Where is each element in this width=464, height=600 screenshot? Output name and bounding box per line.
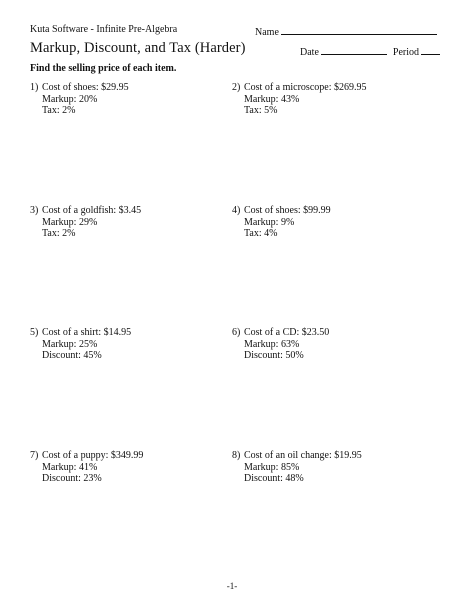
problem-item: Cost of an oil change: $19.95 — [244, 450, 362, 461]
problem-tax: Tax: 2% — [42, 105, 76, 116]
problem-4 — [232, 205, 331, 240]
problem-item: Cost of a CD: $23.50 — [244, 327, 330, 338]
problem-markup: Markup: 85% — [244, 461, 300, 473]
problem-8 — [232, 450, 362, 485]
problem-number: 1) — [30, 82, 39, 93]
problem-1 — [30, 82, 129, 117]
problem-item-line — [30, 450, 143, 462]
problem-5 — [30, 327, 131, 362]
problem-markup: Markup: 29% — [42, 216, 98, 228]
problem-discount: Discount: 50% — [244, 350, 304, 361]
problem-number: 5) — [30, 327, 39, 338]
instructions: Find the selling price of each item. — [30, 63, 177, 74]
problem-number: 8) — [232, 450, 241, 461]
problem-item-line — [30, 82, 129, 94]
problem-6 — [232, 327, 329, 362]
problem-number: 7) — [30, 450, 39, 461]
problem-markup: Markup: 9% — [244, 216, 295, 228]
problem-item: Cost of shoes: $29.95 — [42, 82, 129, 93]
problem-tax: Tax: 5% — [244, 105, 278, 116]
problem-item: Cost of shoes: $99.99 — [244, 205, 331, 216]
problem-tax: Tax: 4% — [244, 228, 278, 239]
problem-item-line — [232, 205, 331, 217]
problem-item-line — [232, 450, 362, 462]
worksheet-title: Markup, Discount, and Tax (Harder) — [30, 40, 246, 56]
problem-markup: Markup: 20% — [42, 93, 98, 105]
period-label: Period — [392, 47, 419, 58]
problem-markup: Markup: 41% — [42, 461, 98, 473]
date-label: Date — [300, 47, 319, 58]
name-label: Name — [255, 27, 279, 38]
name-field — [255, 24, 437, 38]
problem-number: 3) — [30, 205, 39, 216]
problem-item: Cost of a puppy: $349.99 — [42, 450, 144, 461]
source-label: Kuta Software - Infinite Pre-Algebra — [30, 24, 178, 35]
problem-number: 4) — [232, 205, 241, 216]
problem-number: 6) — [232, 327, 241, 338]
period-blank-line[interactable] — [421, 44, 440, 55]
problem-markup: Markup: 25% — [42, 338, 98, 350]
problem-7 — [30, 450, 143, 485]
problem-item-line — [232, 327, 329, 339]
problem-discount: Discount: 48% — [244, 473, 304, 484]
problem-markup: Markup: 63% — [244, 338, 300, 350]
problem-3 — [30, 205, 141, 240]
problem-discount: Discount: 23% — [42, 473, 102, 484]
problem-2 — [232, 82, 366, 117]
problem-item-line — [30, 327, 131, 339]
name-blank-line[interactable] — [281, 24, 437, 35]
problem-markup: Markup: 43% — [244, 93, 300, 105]
problem-item: Cost of a microscope: $269.95 — [244, 82, 367, 93]
problem-item: Cost of a goldfish: $3.45 — [42, 205, 142, 216]
date-blank-line[interactable] — [321, 44, 387, 55]
problem-item-line — [30, 205, 141, 217]
page-number: -1- — [226, 581, 238, 591]
problem-item-line — [232, 82, 366, 94]
problem-discount: Discount: 45% — [42, 350, 102, 361]
problem-item: Cost of a shirt: $14.95 — [42, 327, 132, 338]
problem-number: 2) — [232, 82, 241, 93]
date-period-fields — [300, 44, 440, 58]
problem-tax: Tax: 2% — [42, 228, 76, 239]
